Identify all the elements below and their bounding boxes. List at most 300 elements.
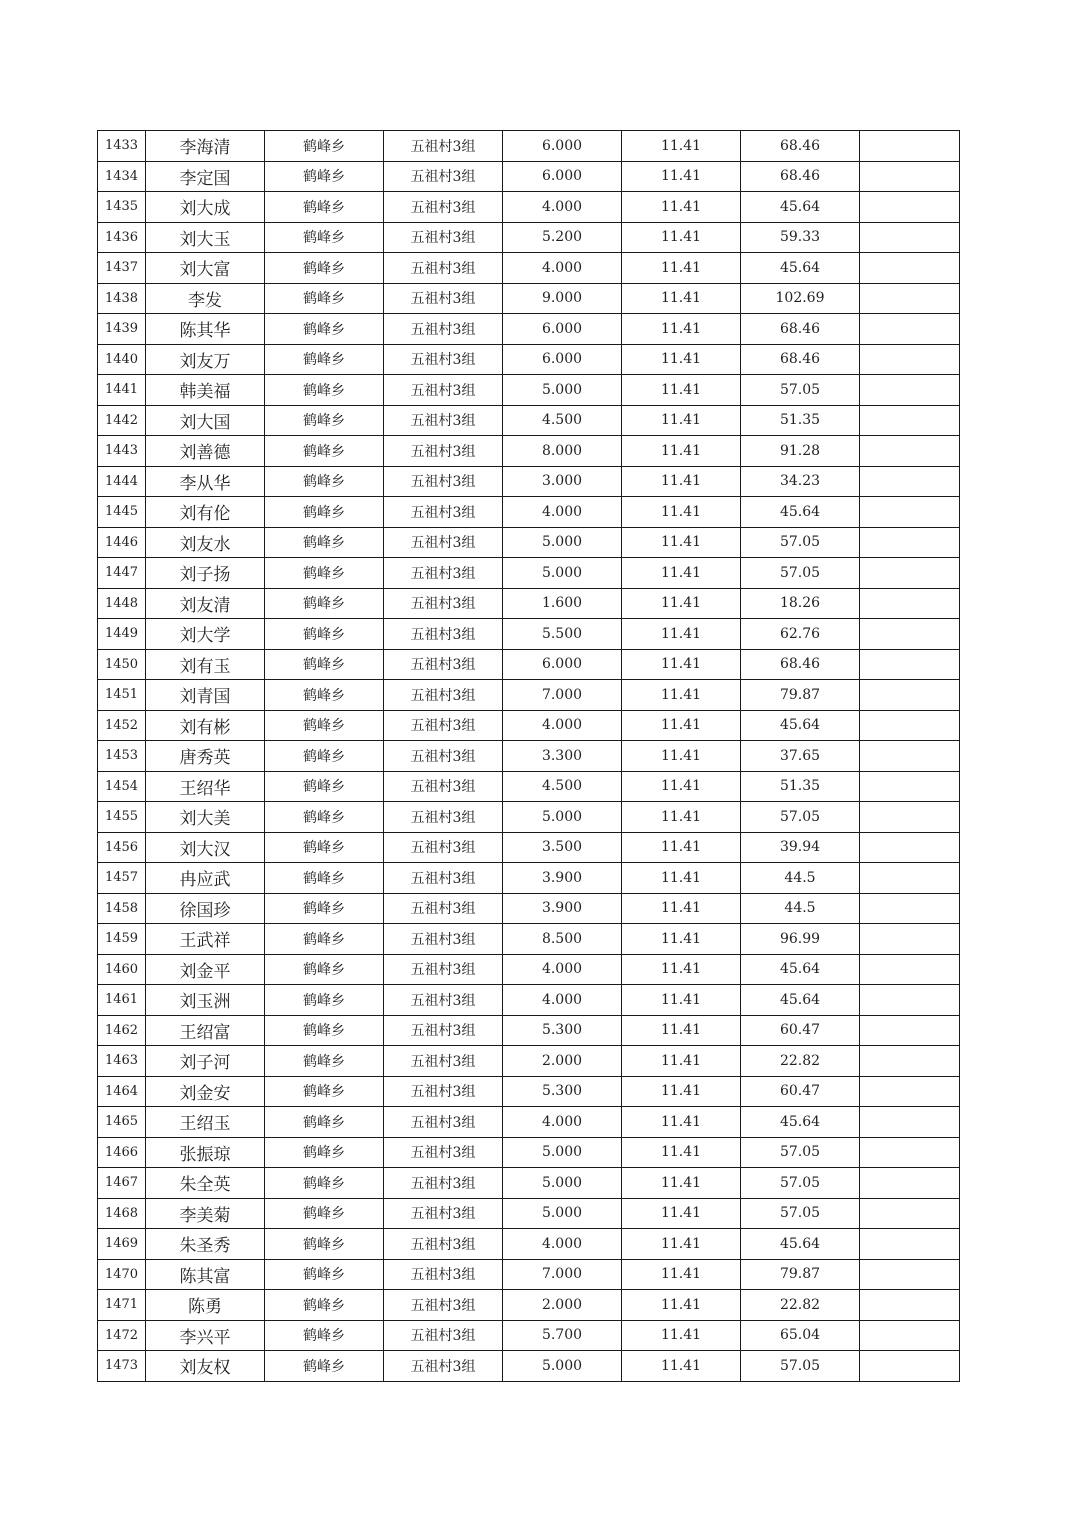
village-group: 五祖村3组 [384, 192, 503, 223]
area-value: 6.000 [503, 161, 622, 192]
person-name: 刘大学 [146, 619, 265, 650]
row-number: 1462 [98, 1015, 146, 1046]
amount-value: 68.46 [741, 649, 860, 680]
table-row [98, 1351, 960, 1382]
note-cell [860, 649, 960, 680]
rate-value: 11.41 [622, 405, 741, 436]
person-name: 李兴平 [146, 1320, 265, 1351]
note-cell [860, 222, 960, 253]
note-cell [860, 558, 960, 589]
row-number: 1439 [98, 314, 146, 345]
area-value: 5.000 [503, 1137, 622, 1168]
person-name: 刘玉洲 [146, 985, 265, 1016]
area-value: 1.600 [503, 588, 622, 619]
village-group: 五祖村3组 [384, 222, 503, 253]
person-name: 刘友水 [146, 527, 265, 558]
note-cell [860, 527, 960, 558]
table-row [98, 1290, 960, 1321]
village-group: 五祖村3组 [384, 710, 503, 741]
table-row [98, 832, 960, 863]
township: 鹤峰乡 [265, 1168, 384, 1199]
table-row [98, 924, 960, 955]
village-group: 五祖村3组 [384, 1290, 503, 1321]
village-group: 五祖村3组 [384, 1168, 503, 1199]
amount-value: 22.82 [741, 1046, 860, 1077]
village-group: 五祖村3组 [384, 1076, 503, 1107]
person-name: 王绍华 [146, 771, 265, 802]
area-value: 3.900 [503, 893, 622, 924]
township: 鹤峰乡 [265, 527, 384, 558]
table-row [98, 741, 960, 772]
table-row [98, 314, 960, 345]
person-name: 李定国 [146, 161, 265, 192]
township: 鹤峰乡 [265, 802, 384, 833]
table-row [98, 893, 960, 924]
table-row [98, 1015, 960, 1046]
township: 鹤峰乡 [265, 649, 384, 680]
row-number: 1444 [98, 466, 146, 497]
table-row [98, 466, 960, 497]
village-group: 五祖村3组 [384, 954, 503, 985]
table-row [98, 222, 960, 253]
township: 鹤峰乡 [265, 344, 384, 375]
township: 鹤峰乡 [265, 893, 384, 924]
note-cell [860, 741, 960, 772]
table-row [98, 1320, 960, 1351]
row-number: 1449 [98, 619, 146, 650]
note-cell [860, 1229, 960, 1260]
table-row [98, 253, 960, 284]
rate-value: 11.41 [622, 985, 741, 1016]
person-name: 刘有伦 [146, 497, 265, 528]
area-value: 4.000 [503, 192, 622, 223]
amount-value: 45.64 [741, 954, 860, 985]
row-number: 1441 [98, 375, 146, 406]
rate-value: 11.41 [622, 1046, 741, 1077]
rate-value: 11.41 [622, 619, 741, 650]
rate-value: 11.41 [622, 1168, 741, 1199]
township: 鹤峰乡 [265, 1046, 384, 1077]
rate-value: 11.41 [622, 649, 741, 680]
amount-value: 45.64 [741, 192, 860, 223]
amount-value: 60.47 [741, 1076, 860, 1107]
amount-value: 57.05 [741, 1351, 860, 1382]
amount-value: 45.64 [741, 710, 860, 741]
amount-value: 45.64 [741, 985, 860, 1016]
amount-value: 68.46 [741, 314, 860, 345]
note-cell [860, 405, 960, 436]
note-cell [860, 466, 960, 497]
row-number: 1450 [98, 649, 146, 680]
note-cell [860, 375, 960, 406]
village-group: 五祖村3组 [384, 1015, 503, 1046]
row-number: 1438 [98, 283, 146, 314]
row-number: 1467 [98, 1168, 146, 1199]
row-number: 1448 [98, 588, 146, 619]
rate-value: 11.41 [622, 222, 741, 253]
township: 鹤峰乡 [265, 192, 384, 223]
row-number: 1453 [98, 741, 146, 772]
note-cell [860, 680, 960, 711]
table-row [98, 558, 960, 589]
rate-value: 11.41 [622, 741, 741, 772]
village-group: 五祖村3组 [384, 497, 503, 528]
table-row [98, 1076, 960, 1107]
area-value: 7.000 [503, 1259, 622, 1290]
village-group: 五祖村3组 [384, 375, 503, 406]
table-row [98, 405, 960, 436]
rate-value: 11.41 [622, 375, 741, 406]
area-value: 3.000 [503, 466, 622, 497]
person-name: 刘子河 [146, 1046, 265, 1077]
amount-value: 62.76 [741, 619, 860, 650]
rate-value: 11.41 [622, 314, 741, 345]
rate-value: 11.41 [622, 1290, 741, 1321]
township: 鹤峰乡 [265, 466, 384, 497]
amount-value: 39.94 [741, 832, 860, 863]
row-number: 1443 [98, 436, 146, 467]
area-value: 8.000 [503, 436, 622, 467]
rate-value: 11.41 [622, 771, 741, 802]
person-name: 刘青国 [146, 680, 265, 711]
person-name: 刘友万 [146, 344, 265, 375]
amount-value: 57.05 [741, 1168, 860, 1199]
township: 鹤峰乡 [265, 497, 384, 528]
rate-value: 11.41 [622, 466, 741, 497]
table-row [98, 375, 960, 406]
village-group: 五祖村3组 [384, 405, 503, 436]
person-name: 刘大富 [146, 253, 265, 284]
row-number: 1461 [98, 985, 146, 1016]
village-group: 五祖村3组 [384, 1046, 503, 1077]
village-group: 五祖村3组 [384, 985, 503, 1016]
amount-value: 44.5 [741, 863, 860, 894]
row-number: 1470 [98, 1259, 146, 1290]
township: 鹤峰乡 [265, 832, 384, 863]
rate-value: 11.41 [622, 802, 741, 833]
table-row [98, 649, 960, 680]
village-group: 五祖村3组 [384, 558, 503, 589]
rate-value: 11.41 [622, 710, 741, 741]
person-name: 王绍玉 [146, 1107, 265, 1138]
area-value: 2.000 [503, 1046, 622, 1077]
amount-value: 45.64 [741, 497, 860, 528]
person-name: 王武祥 [146, 924, 265, 955]
rate-value: 11.41 [622, 1198, 741, 1229]
table-row [98, 710, 960, 741]
person-name: 张振琼 [146, 1137, 265, 1168]
area-value: 5.200 [503, 222, 622, 253]
table-row [98, 131, 960, 162]
township: 鹤峰乡 [265, 405, 384, 436]
rate-value: 11.41 [622, 558, 741, 589]
amount-value: 44.5 [741, 893, 860, 924]
area-value: 4.000 [503, 1229, 622, 1260]
note-cell [860, 1198, 960, 1229]
rate-value: 11.41 [622, 1351, 741, 1382]
area-value: 5.000 [503, 527, 622, 558]
person-name: 李美菊 [146, 1198, 265, 1229]
township: 鹤峰乡 [265, 985, 384, 1016]
note-cell [860, 985, 960, 1016]
note-cell [860, 1107, 960, 1138]
village-group: 五祖村3组 [384, 588, 503, 619]
row-number: 1466 [98, 1137, 146, 1168]
rate-value: 11.41 [622, 1107, 741, 1138]
table-row [98, 192, 960, 223]
rate-value: 11.41 [622, 527, 741, 558]
village-group: 五祖村3组 [384, 924, 503, 955]
amount-value: 45.64 [741, 253, 860, 284]
township: 鹤峰乡 [265, 863, 384, 894]
area-value: 6.000 [503, 649, 622, 680]
person-name: 刘金平 [146, 954, 265, 985]
note-cell [860, 436, 960, 467]
table-row [98, 436, 960, 467]
amount-value: 57.05 [741, 375, 860, 406]
note-cell [860, 1015, 960, 1046]
township: 鹤峰乡 [265, 771, 384, 802]
table-row [98, 1168, 960, 1199]
rate-value: 11.41 [622, 131, 741, 162]
rate-value: 11.41 [622, 1137, 741, 1168]
rate-value: 11.41 [622, 283, 741, 314]
note-cell [860, 344, 960, 375]
row-number: 1456 [98, 832, 146, 863]
village-group: 五祖村3组 [384, 1198, 503, 1229]
amount-value: 91.28 [741, 436, 860, 467]
amount-value: 96.99 [741, 924, 860, 955]
person-name: 刘善德 [146, 436, 265, 467]
note-cell [860, 771, 960, 802]
area-value: 8.500 [503, 924, 622, 955]
township: 鹤峰乡 [265, 1290, 384, 1321]
row-number: 1460 [98, 954, 146, 985]
person-name: 刘大汉 [146, 832, 265, 863]
person-name: 李海清 [146, 131, 265, 162]
row-number: 1437 [98, 253, 146, 284]
area-value: 4.000 [503, 985, 622, 1016]
row-number: 1463 [98, 1046, 146, 1077]
row-number: 1445 [98, 497, 146, 528]
note-cell [860, 1046, 960, 1077]
rate-value: 11.41 [622, 863, 741, 894]
amount-value: 57.05 [741, 1137, 860, 1168]
note-cell [860, 131, 960, 162]
note-cell [860, 497, 960, 528]
area-value: 5.300 [503, 1076, 622, 1107]
note-cell [860, 863, 960, 894]
table-row [98, 863, 960, 894]
township: 鹤峰乡 [265, 1259, 384, 1290]
note-cell [860, 283, 960, 314]
table-row [98, 1259, 960, 1290]
amount-value: 57.05 [741, 527, 860, 558]
person-name: 刘友权 [146, 1351, 265, 1382]
person-name: 陈其富 [146, 1259, 265, 1290]
rate-value: 11.41 [622, 680, 741, 711]
person-name: 刘大成 [146, 192, 265, 223]
rate-value: 11.41 [622, 344, 741, 375]
person-name: 徐国珍 [146, 893, 265, 924]
village-group: 五祖村3组 [384, 771, 503, 802]
person-name: 李发 [146, 283, 265, 314]
row-number: 1464 [98, 1076, 146, 1107]
table-row [98, 1046, 960, 1077]
township: 鹤峰乡 [265, 222, 384, 253]
note-cell [860, 1259, 960, 1290]
note-cell [860, 161, 960, 192]
area-value: 5.700 [503, 1320, 622, 1351]
village-group: 五祖村3组 [384, 253, 503, 284]
village-group: 五祖村3组 [384, 649, 503, 680]
area-value: 2.000 [503, 1290, 622, 1321]
village-group: 五祖村3组 [384, 283, 503, 314]
area-value: 6.000 [503, 131, 622, 162]
note-cell [860, 954, 960, 985]
village-group: 五祖村3组 [384, 1259, 503, 1290]
amount-value: 60.47 [741, 1015, 860, 1046]
note-cell [860, 832, 960, 863]
row-number: 1440 [98, 344, 146, 375]
township: 鹤峰乡 [265, 710, 384, 741]
person-name: 朱全英 [146, 1168, 265, 1199]
row-number: 1455 [98, 802, 146, 833]
table-row [98, 344, 960, 375]
row-number: 1454 [98, 771, 146, 802]
area-value: 5.000 [503, 375, 622, 406]
area-value: 7.000 [503, 680, 622, 711]
note-cell [860, 710, 960, 741]
area-value: 6.000 [503, 314, 622, 345]
person-name: 陈其华 [146, 314, 265, 345]
row-number: 1459 [98, 924, 146, 955]
note-cell [860, 192, 960, 223]
table-row [98, 985, 960, 1016]
township: 鹤峰乡 [265, 314, 384, 345]
person-name: 刘有彬 [146, 710, 265, 741]
row-number: 1469 [98, 1229, 146, 1260]
amount-value: 59.33 [741, 222, 860, 253]
row-number: 1451 [98, 680, 146, 711]
area-value: 4.000 [503, 710, 622, 741]
person-name: 刘大国 [146, 405, 265, 436]
amount-value: 22.82 [741, 1290, 860, 1321]
amount-value: 79.87 [741, 1259, 860, 1290]
village-group: 五祖村3组 [384, 344, 503, 375]
village-group: 五祖村3组 [384, 1351, 503, 1382]
note-cell [860, 1290, 960, 1321]
note-cell [860, 1320, 960, 1351]
township: 鹤峰乡 [265, 283, 384, 314]
village-group: 五祖村3组 [384, 680, 503, 711]
table-row [98, 1107, 960, 1138]
township: 鹤峰乡 [265, 1351, 384, 1382]
township: 鹤峰乡 [265, 375, 384, 406]
person-name: 朱圣秀 [146, 1229, 265, 1260]
table-row [98, 283, 960, 314]
area-value: 3.900 [503, 863, 622, 894]
row-number: 1434 [98, 161, 146, 192]
row-number: 1435 [98, 192, 146, 223]
village-group: 五祖村3组 [384, 161, 503, 192]
township: 鹤峰乡 [265, 253, 384, 284]
row-number: 1472 [98, 1320, 146, 1351]
person-name: 刘大玉 [146, 222, 265, 253]
area-value: 5.300 [503, 1015, 622, 1046]
village-group: 五祖村3组 [384, 1137, 503, 1168]
row-number: 1457 [98, 863, 146, 894]
area-value: 5.000 [503, 1198, 622, 1229]
rate-value: 11.41 [622, 436, 741, 467]
table-row [98, 1137, 960, 1168]
person-name: 唐秀英 [146, 741, 265, 772]
table-row [98, 527, 960, 558]
township: 鹤峰乡 [265, 1198, 384, 1229]
row-number: 1436 [98, 222, 146, 253]
area-value: 4.000 [503, 954, 622, 985]
person-name: 陈勇 [146, 1290, 265, 1321]
rate-value: 11.41 [622, 1229, 741, 1260]
village-group: 五祖村3组 [384, 436, 503, 467]
row-number: 1465 [98, 1107, 146, 1138]
village-group: 五祖村3组 [384, 527, 503, 558]
table-row [98, 619, 960, 650]
area-value: 6.000 [503, 344, 622, 375]
area-value: 4.000 [503, 497, 622, 528]
area-value: 4.000 [503, 253, 622, 284]
rate-value: 11.41 [622, 1015, 741, 1046]
amount-value: 34.23 [741, 466, 860, 497]
township: 鹤峰乡 [265, 680, 384, 711]
rate-value: 11.41 [622, 832, 741, 863]
area-value: 5.000 [503, 802, 622, 833]
amount-value: 57.05 [741, 558, 860, 589]
township: 鹤峰乡 [265, 1320, 384, 1351]
village-group: 五祖村3组 [384, 741, 503, 772]
rate-value: 11.41 [622, 497, 741, 528]
village-group: 五祖村3组 [384, 893, 503, 924]
note-cell [860, 924, 960, 955]
amount-value: 37.65 [741, 741, 860, 772]
township: 鹤峰乡 [265, 619, 384, 650]
table-row [98, 680, 960, 711]
township: 鹤峰乡 [265, 924, 384, 955]
area-value: 3.500 [503, 832, 622, 863]
rate-value: 11.41 [622, 893, 741, 924]
township: 鹤峰乡 [265, 1229, 384, 1260]
village-group: 五祖村3组 [384, 1229, 503, 1260]
person-name: 刘友清 [146, 588, 265, 619]
ledger-body [98, 131, 960, 1382]
table-row [98, 588, 960, 619]
note-cell [860, 802, 960, 833]
person-name: 王绍富 [146, 1015, 265, 1046]
area-value: 5.500 [503, 619, 622, 650]
table-row [98, 161, 960, 192]
township: 鹤峰乡 [265, 1015, 384, 1046]
amount-value: 51.35 [741, 405, 860, 436]
area-value: 3.300 [503, 741, 622, 772]
person-name: 李从华 [146, 466, 265, 497]
note-cell [860, 619, 960, 650]
row-number: 1433 [98, 131, 146, 162]
amount-value: 79.87 [741, 680, 860, 711]
village-group: 五祖村3组 [384, 802, 503, 833]
row-number: 1446 [98, 527, 146, 558]
area-value: 9.000 [503, 283, 622, 314]
amount-value: 57.05 [741, 802, 860, 833]
